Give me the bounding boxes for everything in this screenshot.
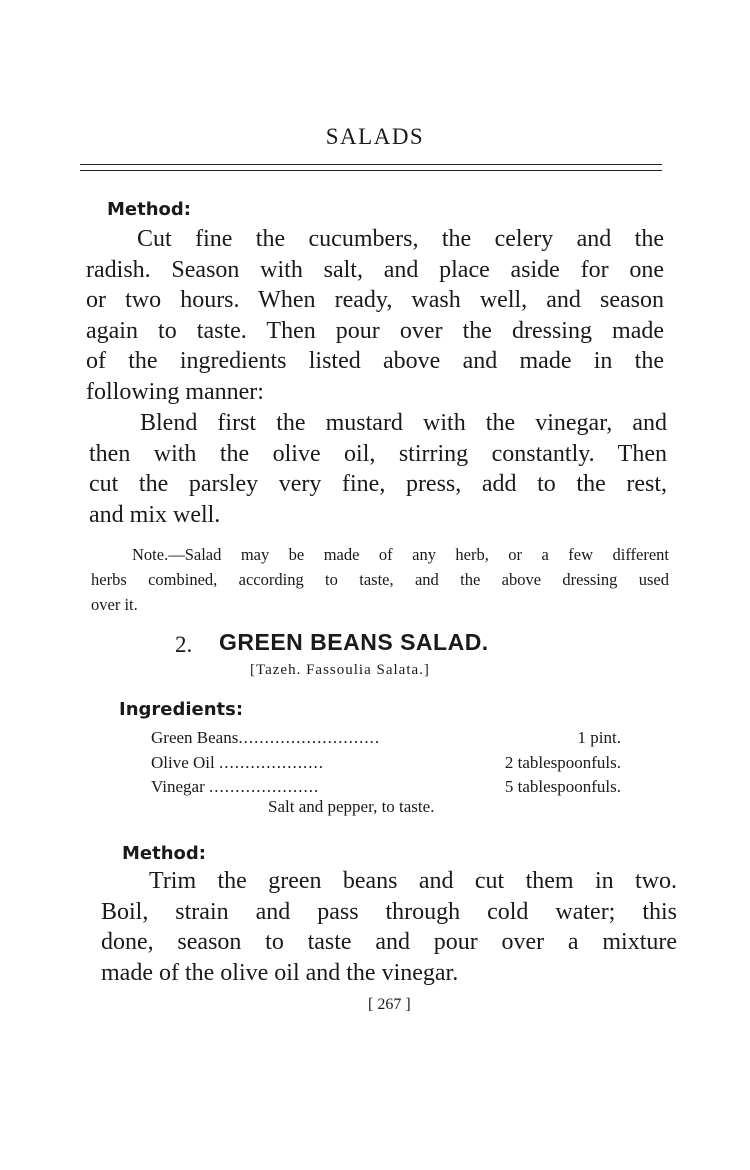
- text-line: or two hours. When ready, wash well, and season: [86, 287, 664, 314]
- recipe2-method-paragraph: [101, 866, 677, 988]
- page-header-title: SALADS: [325, 124, 425, 149]
- recipe-title: GREEN BEANS SALAD.: [219, 629, 489, 655]
- text-line: again to taste. Then pour over the dressing made: [86, 317, 664, 344]
- note-line: herbs combined, according to taste, and the above dressing used: [91, 570, 669, 589]
- ingredient-row: [151, 728, 621, 748]
- method-heading: Method:: [107, 199, 191, 220]
- text-line: made of the olive oil and the vinegar.: [101, 959, 459, 986]
- ingredients-heading: Ingredients:: [119, 699, 244, 720]
- method-paragraph: [86, 224, 664, 408]
- text-line: then with the olive oil, stirring constantly. Then: [89, 440, 667, 467]
- note-line: over it.: [91, 595, 138, 614]
- leader-dots: ...........................: [238, 728, 381, 747]
- seasoning-line: Salt and pepper, to taste.: [268, 797, 435, 816]
- ingredient-quantity: 2 tablespoonfuls.: [504, 753, 621, 772]
- recipe-number: 2.: [175, 632, 193, 657]
- header-rule-top: [80, 164, 662, 165]
- dressing-paragraph: [89, 408, 667, 530]
- text-line: of the ingredients listed above and made in the: [86, 348, 664, 375]
- ingredient-row: [151, 777, 621, 797]
- text-line: done, season to taste and pour over a mixture: [101, 929, 677, 956]
- ingredient-quantity: 1 pint.: [577, 728, 621, 747]
- text-line: Boil, strain and pass through cold water; this: [101, 898, 677, 925]
- text-line: following manner:: [86, 378, 264, 405]
- text-line: radish. Season with salt, and place aside for one: [86, 256, 664, 283]
- ingredient-name: Vinegar: [151, 777, 205, 796]
- header-rule-bottom: [80, 170, 662, 171]
- ingredient-quantity: 5 tablespoonfuls.: [504, 777, 621, 796]
- text-line: Blend first the mustard with the vinegar, and: [140, 410, 667, 436]
- page-number: [ 267 ]: [368, 996, 411, 1013]
- method-heading: Method:: [122, 843, 206, 864]
- ingredient-name: Olive Oil: [151, 753, 215, 772]
- text-line: cut the parsley very fine, press, add to the rest,: [89, 471, 667, 498]
- text-line: and mix well.: [89, 501, 221, 528]
- ingredient-name: Green Beans: [151, 728, 239, 747]
- ingredient-row: [151, 753, 621, 773]
- note-line: Note.—Salad may be made of any herb, or a few different: [132, 545, 669, 564]
- leader-dots: .....................: [208, 777, 320, 796]
- text-line: Cut fine the cucumbers, the celery and the: [137, 226, 664, 252]
- leader-dots: ....................: [219, 753, 324, 772]
- note-paragraph: [91, 542, 669, 617]
- text-line: Trim the green beans and cut them in two.: [149, 868, 677, 894]
- recipe-subtitle: [Tazeh. Fassoulia Salata.]: [250, 662, 430, 678]
